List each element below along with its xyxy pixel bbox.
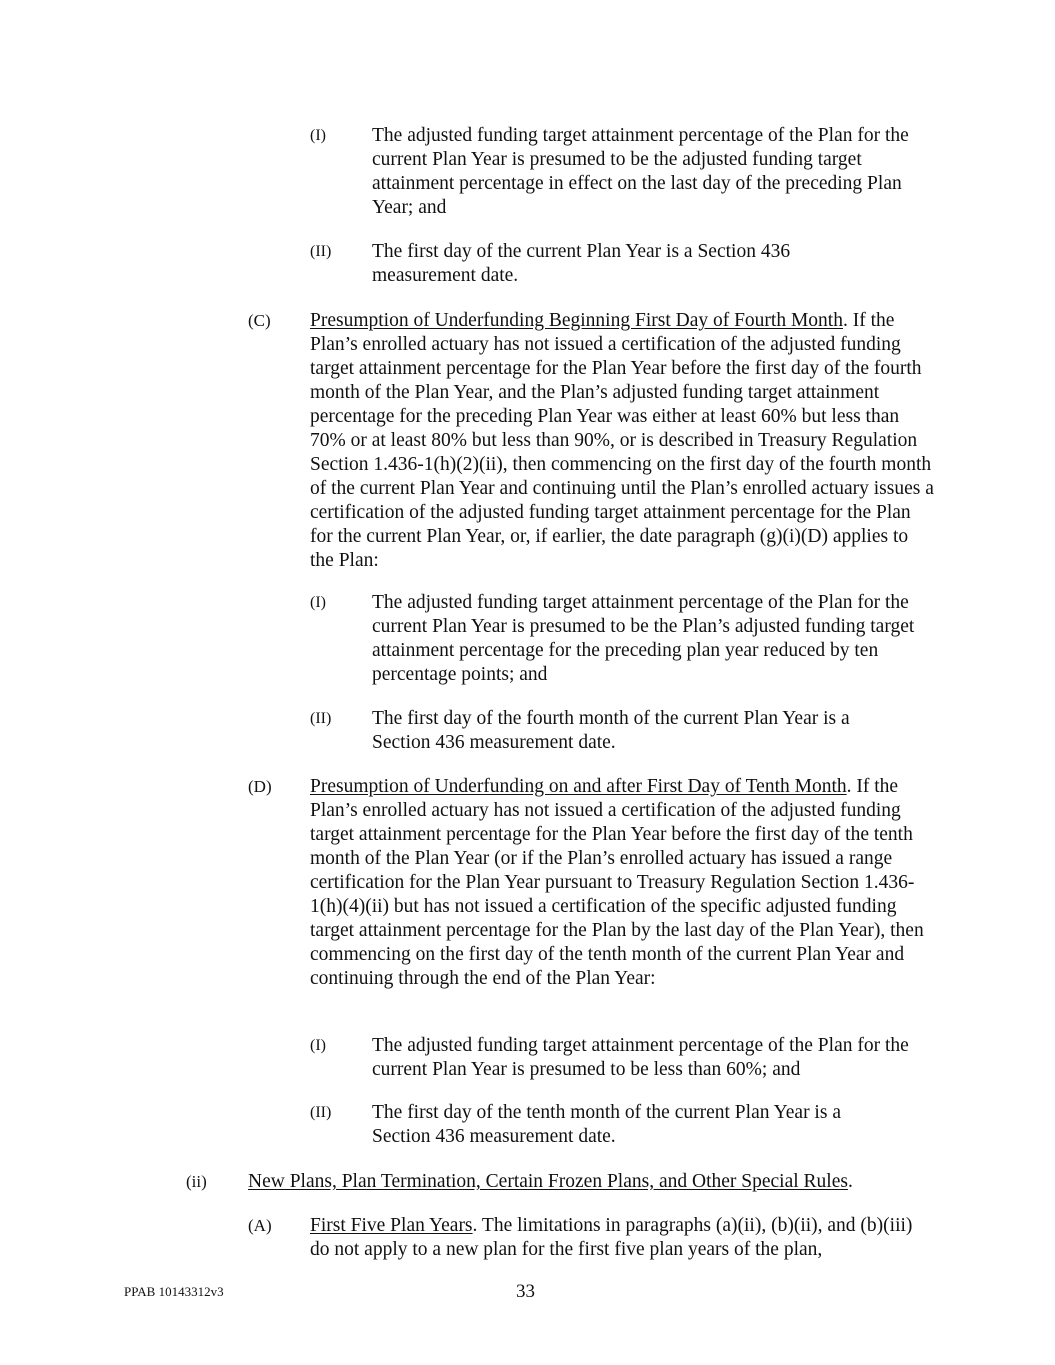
paragraph-A [310, 1214, 930, 1262]
item-label-D: (D) [248, 777, 272, 796]
item-label-I-2: (I) [310, 594, 326, 611]
item-label-II-2: (II) [310, 710, 332, 727]
item-I-2-text: The adjusted funding target attainment percentage of the Plan for the current Plan Year is presumed to be the Plan’s adjusted funding target attainment percentage for the preceding plan year reduced by ten percentage points; and [372, 592, 915, 685]
item-label-I-3: (I) [310, 1037, 326, 1054]
heading-A: First Five Plan Years [310, 1215, 473, 1236]
item-II-1-text: The first day of the current Plan Year is a Section 436 measurement date. [372, 241, 791, 286]
heading-D: Presumption of Underfunding on and after First Day of Tenth Month [310, 776, 847, 797]
item-I-1-text: The adjusted funding target attainment percentage of the Plan for the current Plan Year is presumed to be the adjusted funding target attainment percentage in effect on the last day of the preceding Plan Year; and [372, 125, 909, 218]
paragraph-D-text: . If the Plan’s enrolled actuary has not issued a certification of the adjusted funding target attainment percentage for the Plan Year before the first day of the tenth month of the Plan Year (or if the Plan’s enrolled actuary has issued a range certification for the Plan Year pursuant to Treasury Regulation Section 1.436-1(h)(4)(ii) but has not issued a certification of the specific adjusted funding target attainment percentage for the Plan by the last day of the Plan Year), then commencing on the first day of the tenth month of the current Plan Year and continuing through the end of the Plan Year: [310, 776, 924, 989]
item-II-3-text: The first day of the tenth month of the current Plan Year is a Section 436 measurement date. [372, 1102, 841, 1147]
paragraph-D [310, 775, 934, 991]
page-number: 33 [516, 1281, 535, 1302]
paragraph-ii-text: . [847, 1171, 853, 1192]
item-label-II-3: (II) [310, 1104, 332, 1121]
item-label-C: (C) [248, 311, 271, 330]
item-II-2-text: The first day of the fourth month of the current Plan Year is a Section 436 measurement date. [372, 708, 850, 753]
heading-C: Presumption of Underfunding Beginning First Day of Fourth Month [310, 310, 843, 331]
item-label-A: (A) [248, 1216, 272, 1235]
item-label-II-1: (II) [310, 243, 332, 260]
item-I-3-text: The adjusted funding target attainment percentage of the Plan for the current Plan Year is presumed to be less than 60%; and [372, 1035, 909, 1080]
heading-ii: New Plans, Plan Termination, Certain Frozen Plans, and Other Special Rules [248, 1171, 848, 1192]
paragraph-A-text: . The limitations in paragraphs (a)(ii), (b)(ii), and (b)(iii) do not apply to a new plan for the first five plan years of the plan, [310, 1215, 913, 1260]
paragraph-C-text: . If the Plan’s enrolled actuary has not issued a certification of the adjusted funding target attainment percentage for the Plan Year before the first day of the fourth month of the Plan Year, and the Plan’s adjusted funding target attainment percentage for the preceding Plan Year was either at least 60% but less than 70% or at least 80% but less than 90%, or is described in Treasury Regulation Section 1.436-1(h)(2)(ii), then commencing on the first day of the fourth month of the current Plan Year and continuing until the Plan’s enrolled actuary issues a certification of the adjusted funding target attainment percentage for the Plan for the current Plan Year, or, if earlier, the date paragraph (g)(i)(D) applies to the Plan: [310, 310, 934, 571]
paragraph-C [310, 309, 934, 573]
item-label-ii: (ii) [186, 1172, 207, 1191]
document-id: PPAB 10143312v3 [124, 1284, 224, 1299]
paragraph-ii [248, 1170, 948, 1194]
item-label-I-1: (I) [310, 127, 326, 144]
